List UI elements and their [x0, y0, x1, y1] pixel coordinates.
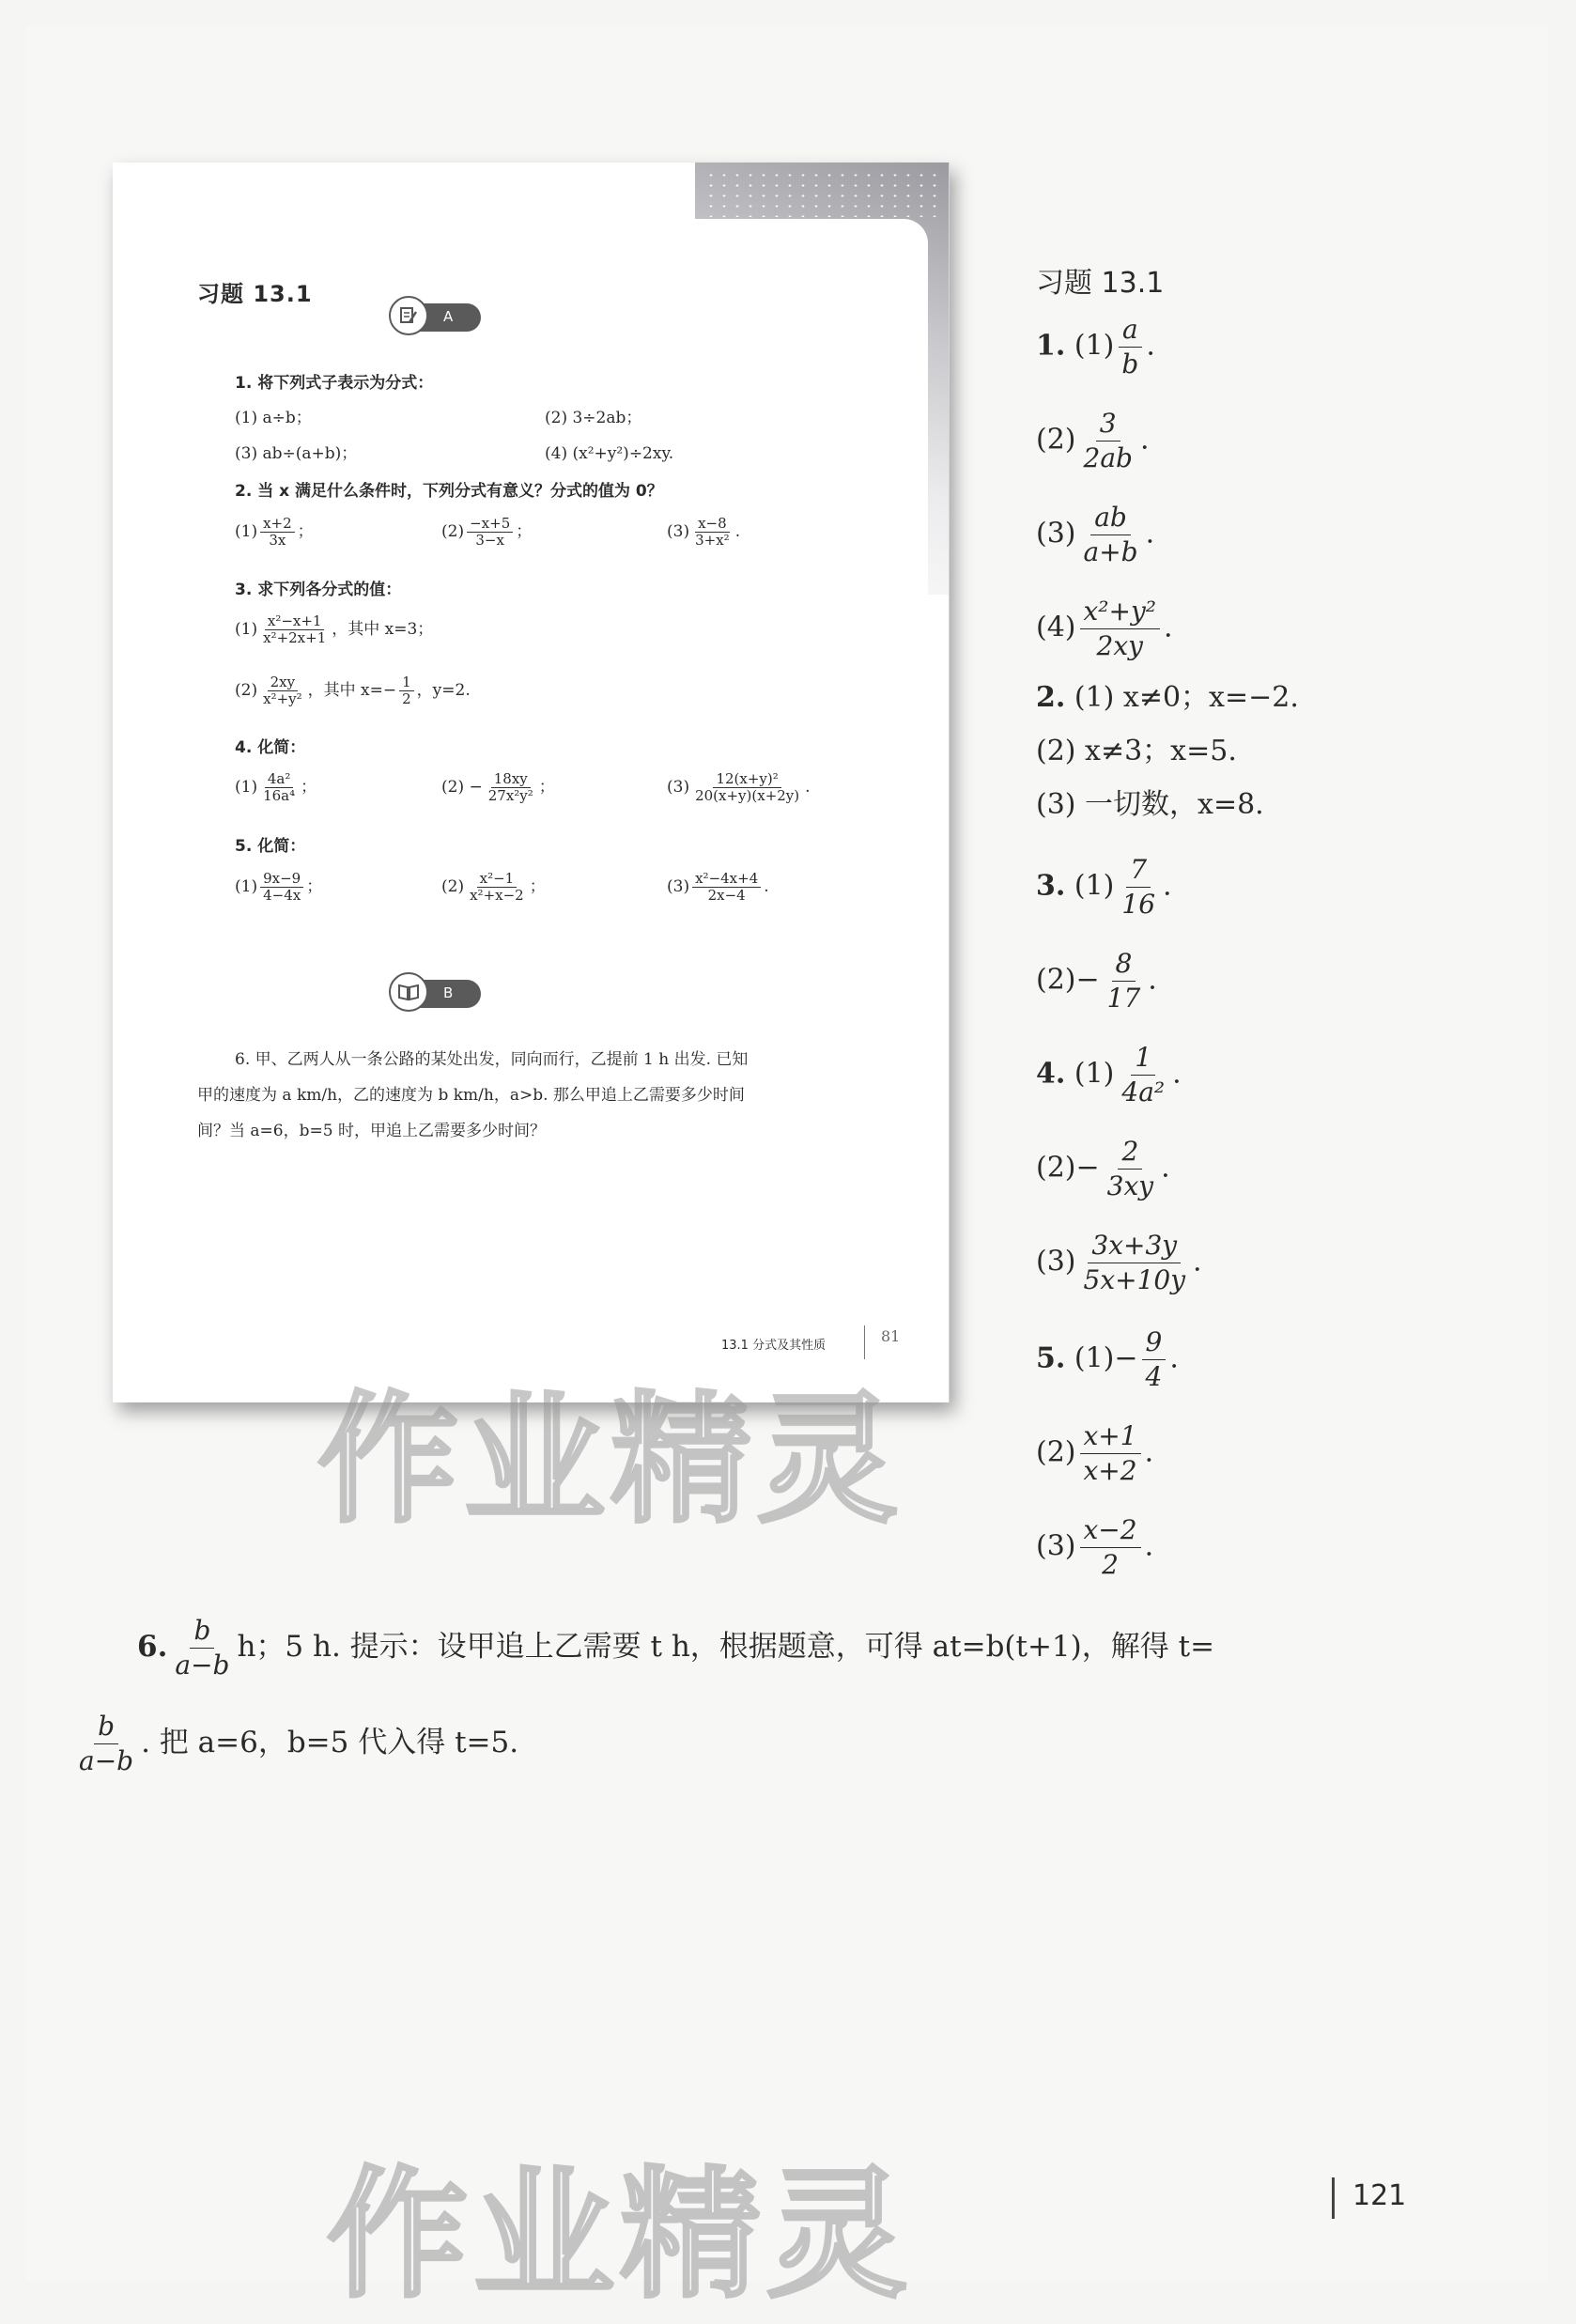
answer-3-2: (2)− $\frac{8}{17}$ .	[1036, 948, 1157, 1014]
question-5: 5. 化简：	[235, 837, 306, 856]
question-3: 3. 求下列各分式的值：	[235, 581, 402, 599]
q5-item-2: (2) $\frac{\text{x²−1}}{\text{x²+x−2}}$ ；	[441, 870, 546, 904]
footer-section: 13.1 分式及其性质	[721, 1339, 827, 1353]
notebook-pencil-icon	[389, 296, 428, 335]
textbook-page	[113, 163, 950, 1402]
answer-4-3: (3) $\frac{3x+3y}{5x+10y}$ .	[1036, 1230, 1202, 1295]
q2-item-1: (1) $\frac{x+2}{3x}$ ；	[235, 515, 314, 549]
answer-1-1: 1. (1) $\frac{a}{b}$ .	[1036, 314, 1155, 380]
footer-page-number: 81	[881, 1327, 901, 1345]
question-6-line-1: 6. 甲、乙两人从一条公路的某处出发，同向而行，乙提前 1 h 出发. 已知	[235, 1050, 749, 1069]
question-4: 4. 化简：	[235, 738, 306, 757]
q1-item-3: (3) ab÷(a+b)；	[235, 444, 358, 463]
level-a-badge: A	[394, 303, 481, 332]
q4-item-1: (1) $\frac{\text{4a²}}{\text{16a⁴}}$ ；	[235, 770, 317, 804]
level-b-badge: B	[394, 980, 481, 1008]
answer-sheet	[26, 26, 1548, 2317]
answer-3-1: 3. (1) $\frac{7}{16}$ .	[1036, 854, 1172, 920]
starry-decoration	[704, 170, 939, 217]
answer-1-4: (4) $\frac{\text{x²+y²}}{2xy}$ .	[1036, 596, 1173, 661]
open-book-icon	[389, 972, 428, 1012]
q5-item-3: (3) $\frac{\text{x²−4x+4}}{2x-4}$ .	[667, 870, 769, 904]
answer-2-2: (2) x≠3；x=5.	[1036, 735, 1237, 767]
answer-6-line-2: $\frac{b}{a-b}$ . 把 a=6，b=5 代入得 t=5.	[79, 1711, 519, 1776]
q1-item-4: (4) (x²+y²)÷2xy.	[545, 444, 674, 463]
q5-item-1: (1) $\frac{9x-9}{4-4x}$ ；	[235, 870, 323, 904]
answer-6-line-1: 6. $\frac{b}{a-b}$ h；5 h. 提示：设甲追上乙需要 t h，根据题意，可得 at=b(t+1)，解得 t=	[137, 1615, 1215, 1681]
page-number: 121	[1352, 2179, 1407, 2212]
q3-item-1: (1) $\frac{\text{x²−x+1}}{\text{x²+2x+1}}$ ，其中 x=3；	[235, 612, 434, 646]
q3-item-2: (2) $\frac{2xy}{\text{x²+y²}}$ ，其中 x=− $\frac{1}{2}$ ，y=2.	[235, 674, 471, 707]
question-6-line-3: 间？当 a=6，b=5 时，甲追上乙需要多少时间？	[197, 1122, 546, 1140]
answer-1-2: (2) $\frac{3}{2ab}$ .	[1036, 408, 1150, 473]
q1-item-1: (1) a÷b；	[235, 409, 312, 427]
answer-5-3: (3) $\frac{x-2}{2}$ .	[1036, 1514, 1154, 1580]
q2-item-2: (2) $\frac{-x+5}{3-x}$ ；	[441, 515, 533, 549]
answer-5-2: (2) $\frac{x+1}{x+2}$ .	[1036, 1420, 1154, 1486]
answer-2-1: 2. (1) x≠0；x=−2.	[1036, 681, 1299, 714]
answer-1-3: (3) $\frac{ab}{a+b}$ .	[1036, 502, 1155, 567]
answer-4-1: 4. (1) $\frac{1}{\text{4a²}}$ .	[1036, 1042, 1182, 1108]
exercise-title: 习题 13.1	[197, 281, 313, 307]
q4-item-3: (3) $\frac{\text{12(x+y)²}}{20(x+y)(x+2y)}$ .	[667, 770, 811, 804]
question-1: 1. 将下列式子表示为分式：	[235, 374, 434, 393]
q4-item-2: (2) − $\frac{18xy}{\text{27x²y²}}$ ；	[441, 770, 555, 804]
question-6-line-2: 甲的速度为 a km/h，乙的速度为 b km/h，a>b. 那么甲追上乙需要多少时间	[197, 1086, 745, 1105]
question-2: 2. 当 x 满足什么条件时，下列分式有意义？分式的值为 0？	[235, 482, 663, 501]
answer-4-2: (2)− $\frac{2}{3xy}$ .	[1036, 1136, 1170, 1201]
answer-2-3: (3) 一切数，x=8.	[1036, 788, 1264, 821]
answer-5-1: 5. (1)− $\frac{9}{4}$ .	[1036, 1326, 1179, 1392]
watermark-lower: 作业精灵	[327, 2154, 914, 2317]
page-number-divider	[1332, 2177, 1335, 2219]
answers-title: 习题 13.1	[1036, 267, 1165, 300]
q1-item-2: (2) 3÷2ab；	[545, 409, 642, 427]
q2-item-3: (3) $\frac{x-8}{\text{3+x²}}$ .	[667, 515, 741, 549]
watermark-upper: 作业精灵	[317, 1379, 904, 1542]
